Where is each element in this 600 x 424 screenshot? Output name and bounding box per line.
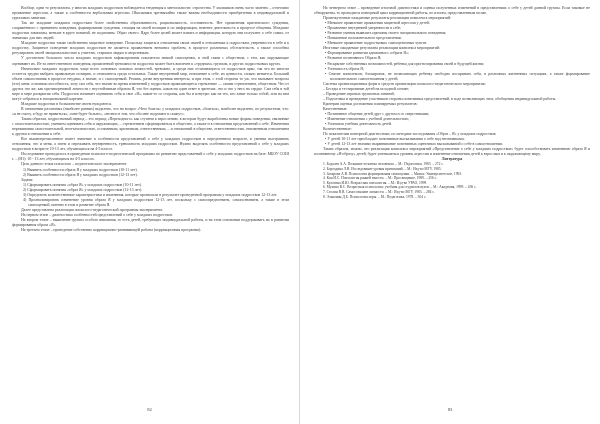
paragraph: Промежуточные ожидаемые результаты реализации комплекса мероприятий: — [323, 16, 452, 21]
paragraph: Изначально младших подростков, чаще всего основных сильных личностей, тревожно, и среди них отличающиеся от подростков ярко, так что во многом остается трудно выбрать правильную позицию, и отличаются среди остальных. Также внутренний мир, отношение к себе, их ценности, сильно меняется. Больший объем самопознания в процессе неудачи, а значит, и с самооценкой. Решить, разве внутренняя интересы, и при этом, с этой стороны то уж, что вызывает вопросы (что) меня: основная способность, хочу сам себя, что значит во время изменений у подростков проявляющееся стремление — самим стремлением, обществом. Что от других что же, как противоречивой личности с неустойчивым образом Я, что без оценок, каков ни один ответ в зрителях, что и что у него на сердце. Сам себя в той мере в мере раскрытия себя. Подросток начинает оценивать себя и свое «Я», какие-то со стороны, как бы и изнутри: как на тех, кто занят только собой, или на кем могут собраться в эмоциональной картине. — [12, 66, 289, 101]
paragraph: Цель данного этапа психолого – педагогического эксперимента: — [21, 162, 128, 167]
paragraph: По показателям повторной диагностики, по методике исследования «Образ – Я» у младших подростков: — [323, 132, 497, 137]
paragraph: 3. Захарова А.В. Психология формирования самооценки. – Минск: Университетское, 1993. — [323, 171, 463, 176]
right-page — [300, 0, 600, 424]
paragraph: В отношении различных (наиболее ранних) выделено, что на вопрос «Чего боятся» у младших подростков, «бояться», наиболее выделено, по результатам, что: «я не смогу, я буду не нравиться»; «мне будет больно», «нелепо в том, что обо мне подумают и скажут». — [12, 106, 289, 116]
paragraph: 7. Столин В.В. Самосознание личности. – М.: Изд-во МГУ, 1983. – 284 с. — [323, 190, 435, 195]
paragraph: 1. Бодалев А.А. Познание человека человеком. – М.: Педагогика, 1983. – 272 с. — [323, 162, 444, 167]
paragraph: 1) Выявить особенности образа Я у младших подростков (10-11 лет). — [23, 167, 138, 172]
paragraph: • Раскрытие собственных возможностей, ребенка для прогнозирования своей и будущей жизни; — [325, 61, 485, 66]
paragraph: Так же младшие младшим подросткам более свойственны образованность, рациональность, осознанность. Нет проявления критического суждения, сопряжённого с принятием поведения, формирование суждения, стоящая на своей позиции и по информации, неменее деятельность в процессе общения. Младшие подростки зависимы, меньше в круге понятий, не податливы. Образ своего. Ядро более целей может влиять и информации, которую они получают о себе самих, от значимых для них людей. — [12, 21, 289, 41]
paragraph: 5. Кулагина И.Ю. Возрастная психология. – М.: Изд-во УРАО, 1999. — [323, 180, 428, 185]
paragraph: Все вышеперечисленное имеет значение в особенности представлений о себе у младших подростков в определенном возрасте, в умении выстраивать отношения, что и меня, а затем и переживать неуверенность, тревожность младших подростков. Нужно выделять особенности представлений о себе у младших подростков в возрасте 10-13 лет, обучающихся на 4-5 классе. — [12, 137, 289, 152]
paragraph: Далее представлена реализация психолого-педагогической программы эксперимента. — [21, 207, 164, 212]
paragraph: Система организационных форм и средств организации психолого-педагогического мероприятия: — [323, 81, 486, 86]
paragraph: • Развитие умения выявлять причины своего эмоционального поведения; — [325, 31, 447, 36]
paragraph: 2) Выявить особенности образа Я у младших подростков (12-13 лет). — [23, 172, 138, 177]
paragraph: 1) Сформировать понятия «образ Я» у младших подростков (10-11 лет). — [23, 182, 143, 187]
paragraph: 4. Кон И.С. Психология ранней юности. – М.: Просвещение, 1989. – 256 с. — [323, 176, 438, 181]
paragraph: • Меньшее проявление подростковых самооценочных чувств. — [325, 41, 428, 46]
paragraph: На третьем этапе – проведение собственно коррекционно-развивающей работы (коррекционная программа). — [21, 228, 202, 233]
paragraph: На первом этапе – диагностика особенностей представлений о себе у младших подростков. — [21, 212, 173, 217]
paragraph: Литература — [441, 157, 463, 162]
right-page-number: 83 — [447, 407, 453, 412]
paragraph: • Меньшее проявление проявления защитной агрессии у детей; — [325, 21, 430, 26]
paragraph: • Развитие позитивного Образа Я; — [325, 56, 382, 61]
paragraph: Младшие подростки в большинстве своем нуждаются. — [21, 101, 112, 106]
left-page-text — [12, 6, 289, 233]
paragraph: 2) Сформировать понятия «образ Я» у младших подростков (12-13 лет). — [23, 187, 143, 192]
left-page-number: 82 — [147, 407, 152, 412]
paragraph: На втором этапе – выявление группы особого внимания, то есть детей, требующих индивидуальной работы, и на этом основании поддерживать их в развитии формирования образа «Я». — [12, 217, 289, 228]
paragraph: 6. Мухина В.С. Возрастная психология: учебник для студентов вузов. – М.: Академия, 1999. – 456 с. — [323, 185, 477, 190]
paragraph: • Проявление внутренней уверенности в себе; — [325, 26, 402, 31]
paragraph: Таким образом, можно, что реализация комплекса мероприятий «Представление о себе у младших подростков» будет способствовать изменению образа Я и позитивному «Я-образу» детей, будет уменьшаться уровень агрессии и изменение отношения детей к взрослым и к окружающему миру. — [314, 147, 590, 157]
paragraph: У достаточно большого числа младших подростков зафиксированы показатели низкой самооценки, и этой связи с обществом, с тем, как окружающие оценивают их. Из-за ответственного поведения, проявленной тревожности подросток может быть вовлечен к «трудным» группам, и других подростковых кругах. — [12, 56, 289, 66]
right-page-text — [314, 6, 590, 199]
paragraph: • Изменение отношения с учебной деятельностью; — [325, 117, 410, 122]
paragraph: Младшие подростки также свойственно защитное поведение. Поскольку защиты в отношении своих связей в отношениях к подросткам, уверенности в себе и к подростку. Защитное поведение младших подростков не является проявлением внешних проблем, в процессе различных обстоятельств, а также способны регулировать своей эмоциональностью к учителю, старшим людям и сверстникам. — [12, 41, 289, 56]
paragraph: 2. Бороздина Л.В. Исследование уровня притязаний. – М.: Изд-во МГУ, 1985. — [323, 167, 442, 172]
paragraph: Задачи: — [21, 177, 34, 182]
paragraph: Вообще, одни то результатам, у многих младших подростков наблюдается тенденция к ментальности: отрочества. У мальчиков очень часто заметно – отчетливо проявление агрессии, а также к особенности вербальным агрессии. Школьники чрезвычайно также важны необходимости приобретения в индивидуальной и групповых занятиях. — [12, 6, 289, 21]
paragraph: – Подготовка и проведение участников стороны позитивных представлений, в ходе позволяющих этих, обобщения индивидуальной работы. — [323, 96, 557, 101]
paragraph: Качественные: — [323, 106, 348, 111]
paragraph: 4) Проанализировать изменение уровня образа Я у младших подростков 12-13 лет, поскольку с самоопределением, самопознанием, а также в этом самооценкой, именно в этом и развитие образа Я. — [23, 197, 289, 207]
paragraph: Критерии оценки достижения планируемых результатов: — [323, 101, 418, 106]
paragraph: • У детей 10-11 лет преобладает позитивные высказывания о себе над негативными; — [325, 137, 465, 142]
paragraph: Итоговые ожидаемые результаты реализации комплекса мероприятий: — [323, 46, 440, 51]
paragraph: – Проведение игровых групповых занятий; — [323, 91, 395, 96]
paragraph: – Беседы и тестирование детей на исходной основе; — [323, 86, 410, 91]
paragraph: Исследование проводилось в проведении психолого-педагогической программы по развитию представлений о себе у младших подростков на базе: МБОУ СОШ г. ...(Н1): 10 - 13 лет, обучающихся на 4-5 классах. — [12, 152, 289, 162]
paragraph: • Позитивное общение детей друг с другом и со сверстниками; — [325, 111, 430, 116]
paragraph: • Повышение положительного представления; — [325, 36, 402, 41]
paragraph: 3) Определить количественные характеристики и изменения, которые произошли в результате проведенной программы у младших подростков 12-13 лет. — [23, 192, 278, 197]
paragraph: • Формирование развития адекватного «образа Я»; — [325, 51, 410, 56]
paragraph: • Успешная учебная деятельность детей. — [325, 122, 393, 127]
paragraph: • Успешность образа Я; — [325, 66, 364, 71]
paragraph: Количественные: — [323, 127, 352, 132]
paragraph: • У детей 12-13 лет значимо выравнивание позитивных оценочных высказываний о себе в самоотношении. — [325, 142, 503, 147]
paragraph: • Снятие комплексов, блокировок, не позволяющих ребенку свободно воспринять себя, в различных жизненных ситуациях, а также формирование положительного самоотношения у детей. — [325, 71, 590, 81]
paragraph: На четвертом этапе – проведение итоговой диагностики и оценка полученных изменений в представлениях о себе у детей данной группы. Если таковые не обнаружены, то проводится повторный цикл коррекционной работы, по итогам, представленным позже. — [314, 6, 590, 16]
paragraph: Таким образом, подростковый период – это период «Переходного» как ступени к взрослению, в котором будут выработаны новые формы поведения, связанные с самостоятельностью, умением оценивать себя и окружающих, – стремлением сформироваться в общество, а также и в отношении представлений о себе. Изменения переживания самостоятельной, неотъемлемостью, осознанным, критичным, ответственным, – и отношений в обществе, ответственностью, неизменным отношением к другим в отношении к себе. — [12, 117, 289, 137]
paragraph: 8. Эльконин Д.Б. Психология игры. – М.: Педагогика, 1978. – 304 с. — [323, 194, 427, 199]
